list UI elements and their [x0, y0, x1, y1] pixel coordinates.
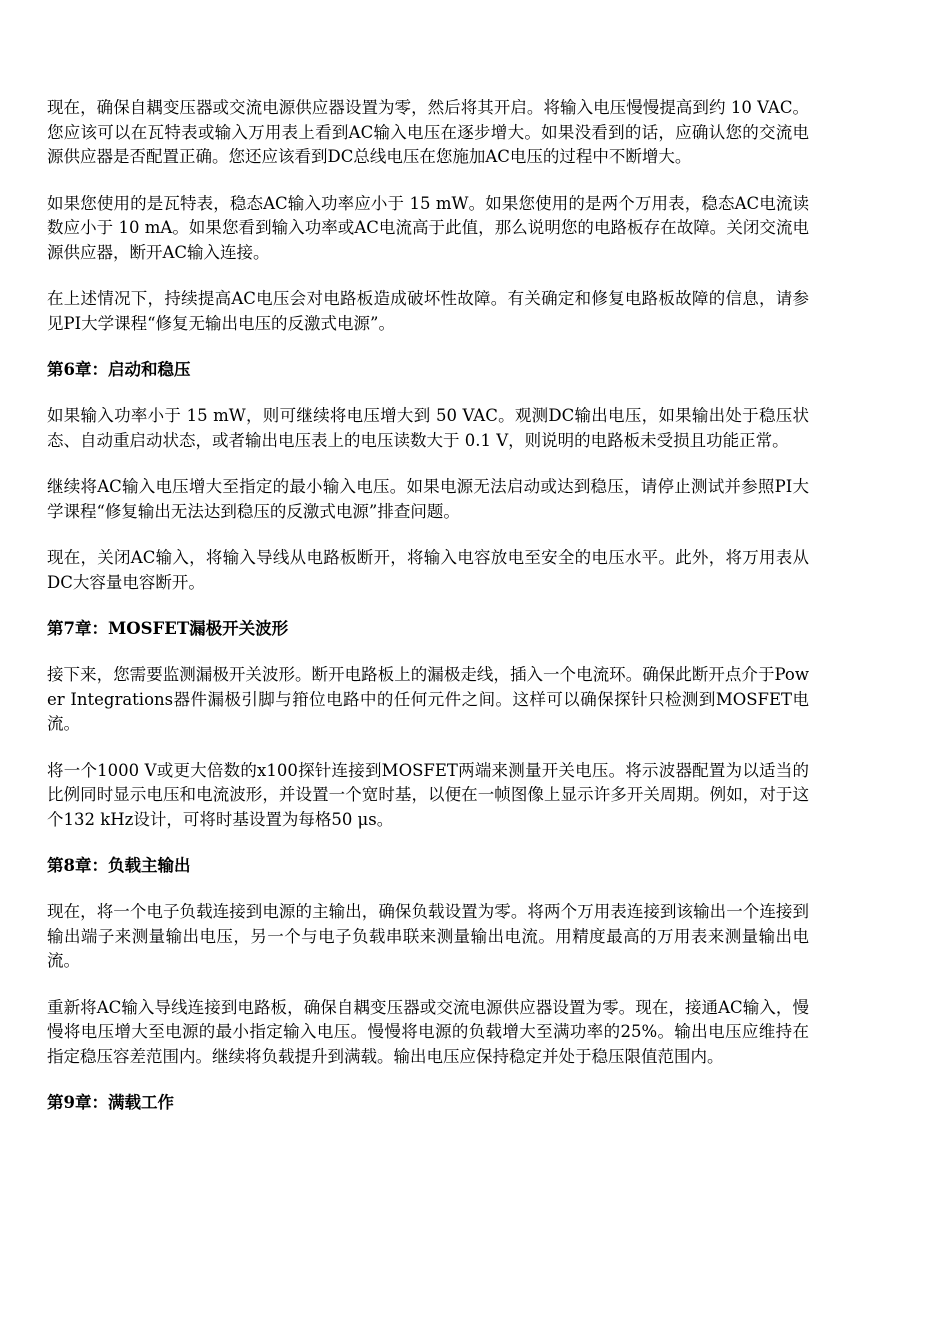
- paragraph-probe-setup: 将一个1000 V或更大倍数的x100探针连接到MOSFET两端来测量开关电压。将示波器配置为以适当的比例同时显示电压和电流波形，并设置一个宽时基，以便在一帧图像上显示许多开关周期。例如，对于这个132 kHz设计，可将时基设置为每格50 μs。: [47, 760, 809, 829]
- chapter-6-heading: 第6章：启动和稳压: [47, 360, 191, 379]
- paragraph-input-power-check: 如果您使用的是瓦特表，稳态AC输入功率应小于 15 mW。如果您使用的是两个万用表，稳态AC电流读数应小于 10 mA。如果您看到输入功率或AC电流高于此值，那么说明您的电路板存在故障。关闭交流电源供应器，断开AC输入连接。: [47, 193, 809, 262]
- document-page: [47, 96, 809, 1137]
- paragraph-discharge-capacitor: 现在，关闭AC输入，将输入导线从电路板断开，将输入电容放电至安全的电压水平。此外，将万用表从DC大容量电容断开。: [47, 548, 809, 592]
- paragraph-increase-to-50vac: 如果输入功率小于 15 mW，则可继续将电压增大到 50 VAC。观测DC输出电压，如果输出处于稳压状态、自动重启动状态，或者输出电压表上的电压读数大于 0.1 V，则说明的电路板未受损且功能正常。: [47, 406, 809, 450]
- paragraph-autotransformer-startup: 现在，确保自耦变压器或交流电源供应器设置为零，然后将其开启。将输入电压慢慢提高到约 10 VAC。您应该可以在瓦特表或输入万用表上看到AC输入电压在逐步增大。如果没看到的话，应确认您的交流电源供应器是否配置正确。您还应该看到DC总线电压在您施加AC电压的过程中不断增大。: [47, 98, 809, 166]
- chapter-9-heading: 第9章：满载工作: [47, 1093, 174, 1112]
- paragraph-reconnect-ac: 重新将AC输入导线连接到电路板，确保自耦变压器或交流电源供应器设置为零。现在，接通AC输入，慢慢将电压增大至电源的最小指定输入电压。慢慢将电源的负载增大至满功率的25%。输出电压应维持在指定稳压容差范围内。继续将负载提升到满载。输出电压应保持稳定并处于稳压限值范围内。: [47, 997, 809, 1066]
- paragraph-electronic-load: 现在，将一个电子负载连接到电源的主输出，确保负载设置为零。将两个万用表连接到该输出一个连接到输出端子来测量输出电压，另一个与电子负载串联来测量输出电流。用精度最高的万用表来测量输出电流。: [47, 902, 809, 970]
- paragraph-min-input-voltage: 继续将AC输入电压增大至指定的最小输入电压。如果电源无法启动或达到稳压，请停止测试并参照PI大学课程“修复输出无法达到稳压的反激式电源”排查问题。: [47, 477, 809, 521]
- paragraph-failure-warning: 在上述情况下，持续提高AC电压会对电路板造成破坏性故障。有关确定和修复电路板故障的信息，请参见PI大学课程“修复无输出电压的反激式电源”。: [47, 289, 809, 333]
- paragraph-current-loop: 接下来，您需要监测漏极开关波形。断开电路板上的漏极走线，插入一个电流环。确保此断开点介于Power Integrations器件漏极引脚与箝位电路中的任何元件之间。这样可以确保探针只检测到MOSFET电流。: [47, 665, 809, 733]
- chapter-7-heading: 第7章：MOSFET漏极开关波形: [47, 619, 289, 638]
- chapter-8-heading: 第8章：负载主输出: [47, 856, 191, 875]
